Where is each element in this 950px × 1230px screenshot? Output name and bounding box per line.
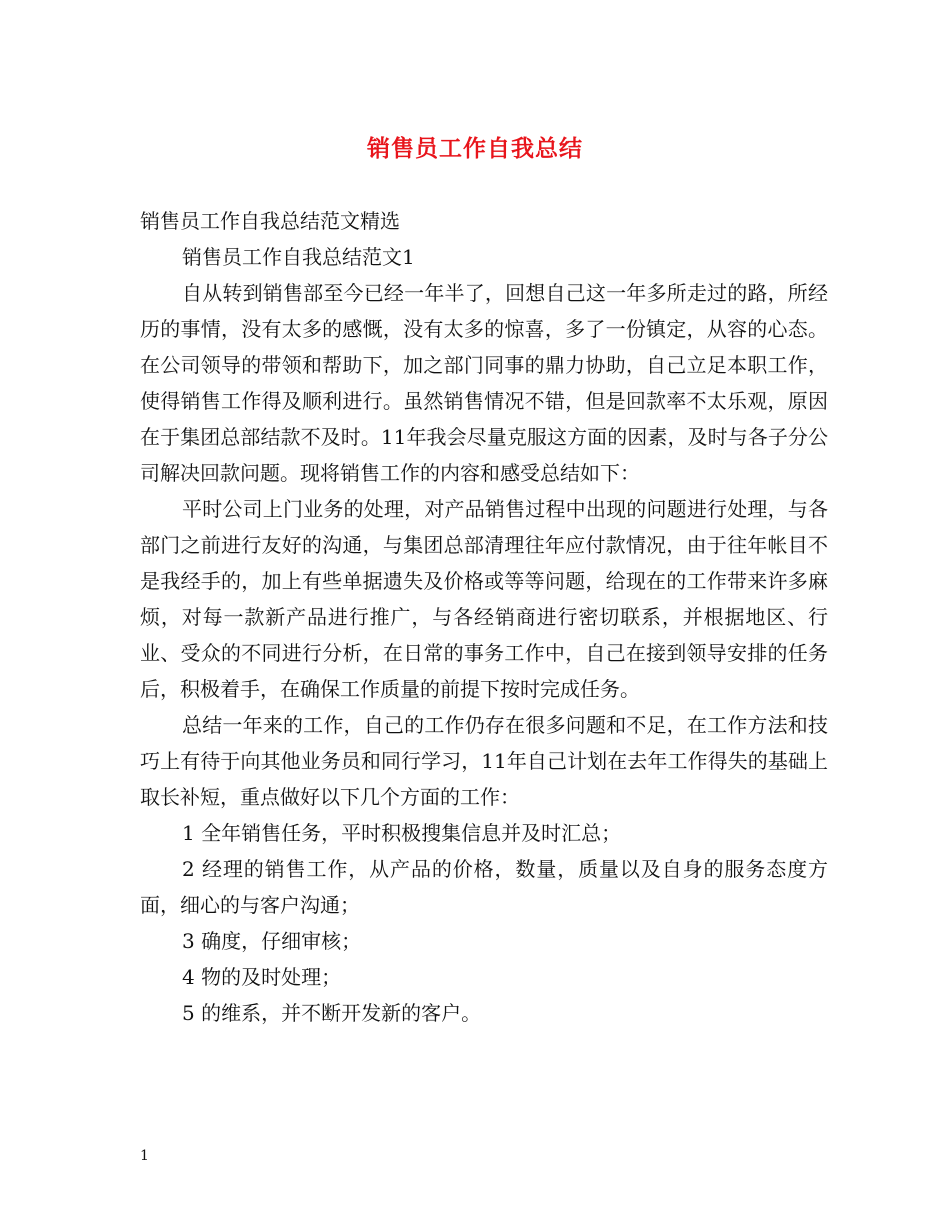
paragraph: 总结一年来的工作，自己的工作仍存在很多问题和不足，在工作方法和技巧上有待于向其他业务员和同行学习，11年自己计划在去年工作得失的基础上取长补短，重点做好以下几个方面的工作：: [140, 713, 828, 809]
section-heading: 销售员工作自我总结范文1: [182, 245, 415, 269]
list-item: 1 全年销售任务，平时积极搜集信息并及时汇总；: [182, 821, 622, 845]
list-item: 2 经理的销售工作，从产品的价格，数量，质量以及自身的服务态度方面，细心的与客户沟通；: [140, 857, 828, 917]
document-subtitle: 销售员工作自我总结范文精选: [140, 209, 400, 233]
list-item: 5 的维系，并不断开发新的客户。: [182, 1001, 482, 1025]
document-title: 销售员工作自我总结: [367, 135, 583, 162]
list-item: 4 物的及时处理；: [182, 965, 342, 989]
document-body: [140, 203, 828, 1031]
paragraph: 平时公司上门业务的处理，对产品销售过程中出现的问题进行处理，与各部门之前进行友好的沟通，与集团总部清理往年应付款情况，由于往年帐目不是我经手的，加上有些单据遗失及价格或等等问题，给现在的工作带来许多麻烦，对每一款新产品进行推广，与各经销商进行密切联系，并根据地区、行业、受众的不同进行分析，在日常的事务工作中，自己在接到领导安排的任务后，积极着手，在确保工作质量的前提下按时完成任务。: [140, 497, 828, 701]
list-item: 3 确度，仔细审核；: [182, 929, 362, 953]
page-number: 1: [140, 1148, 149, 1164]
paragraph: 自从转到销售部至今已经一年半了，回想自己这一年多所走过的路，所经历的事情，没有太多的感慨，没有太多的惊喜，多了一份镇定，从容的心态。在公司领导的带领和帮助下，加之部门同事的鼎力协助，自己立足本职工作，使得销售工作得及顺利进行。虽然销售情况不错，但是回款率不太乐观，原因在于集团总部结款不及时。11年我会尽量克服这方面的因素，及时与各子分公司解决回款问题。现将销售工作的内容和感受总结如下：: [140, 281, 828, 485]
